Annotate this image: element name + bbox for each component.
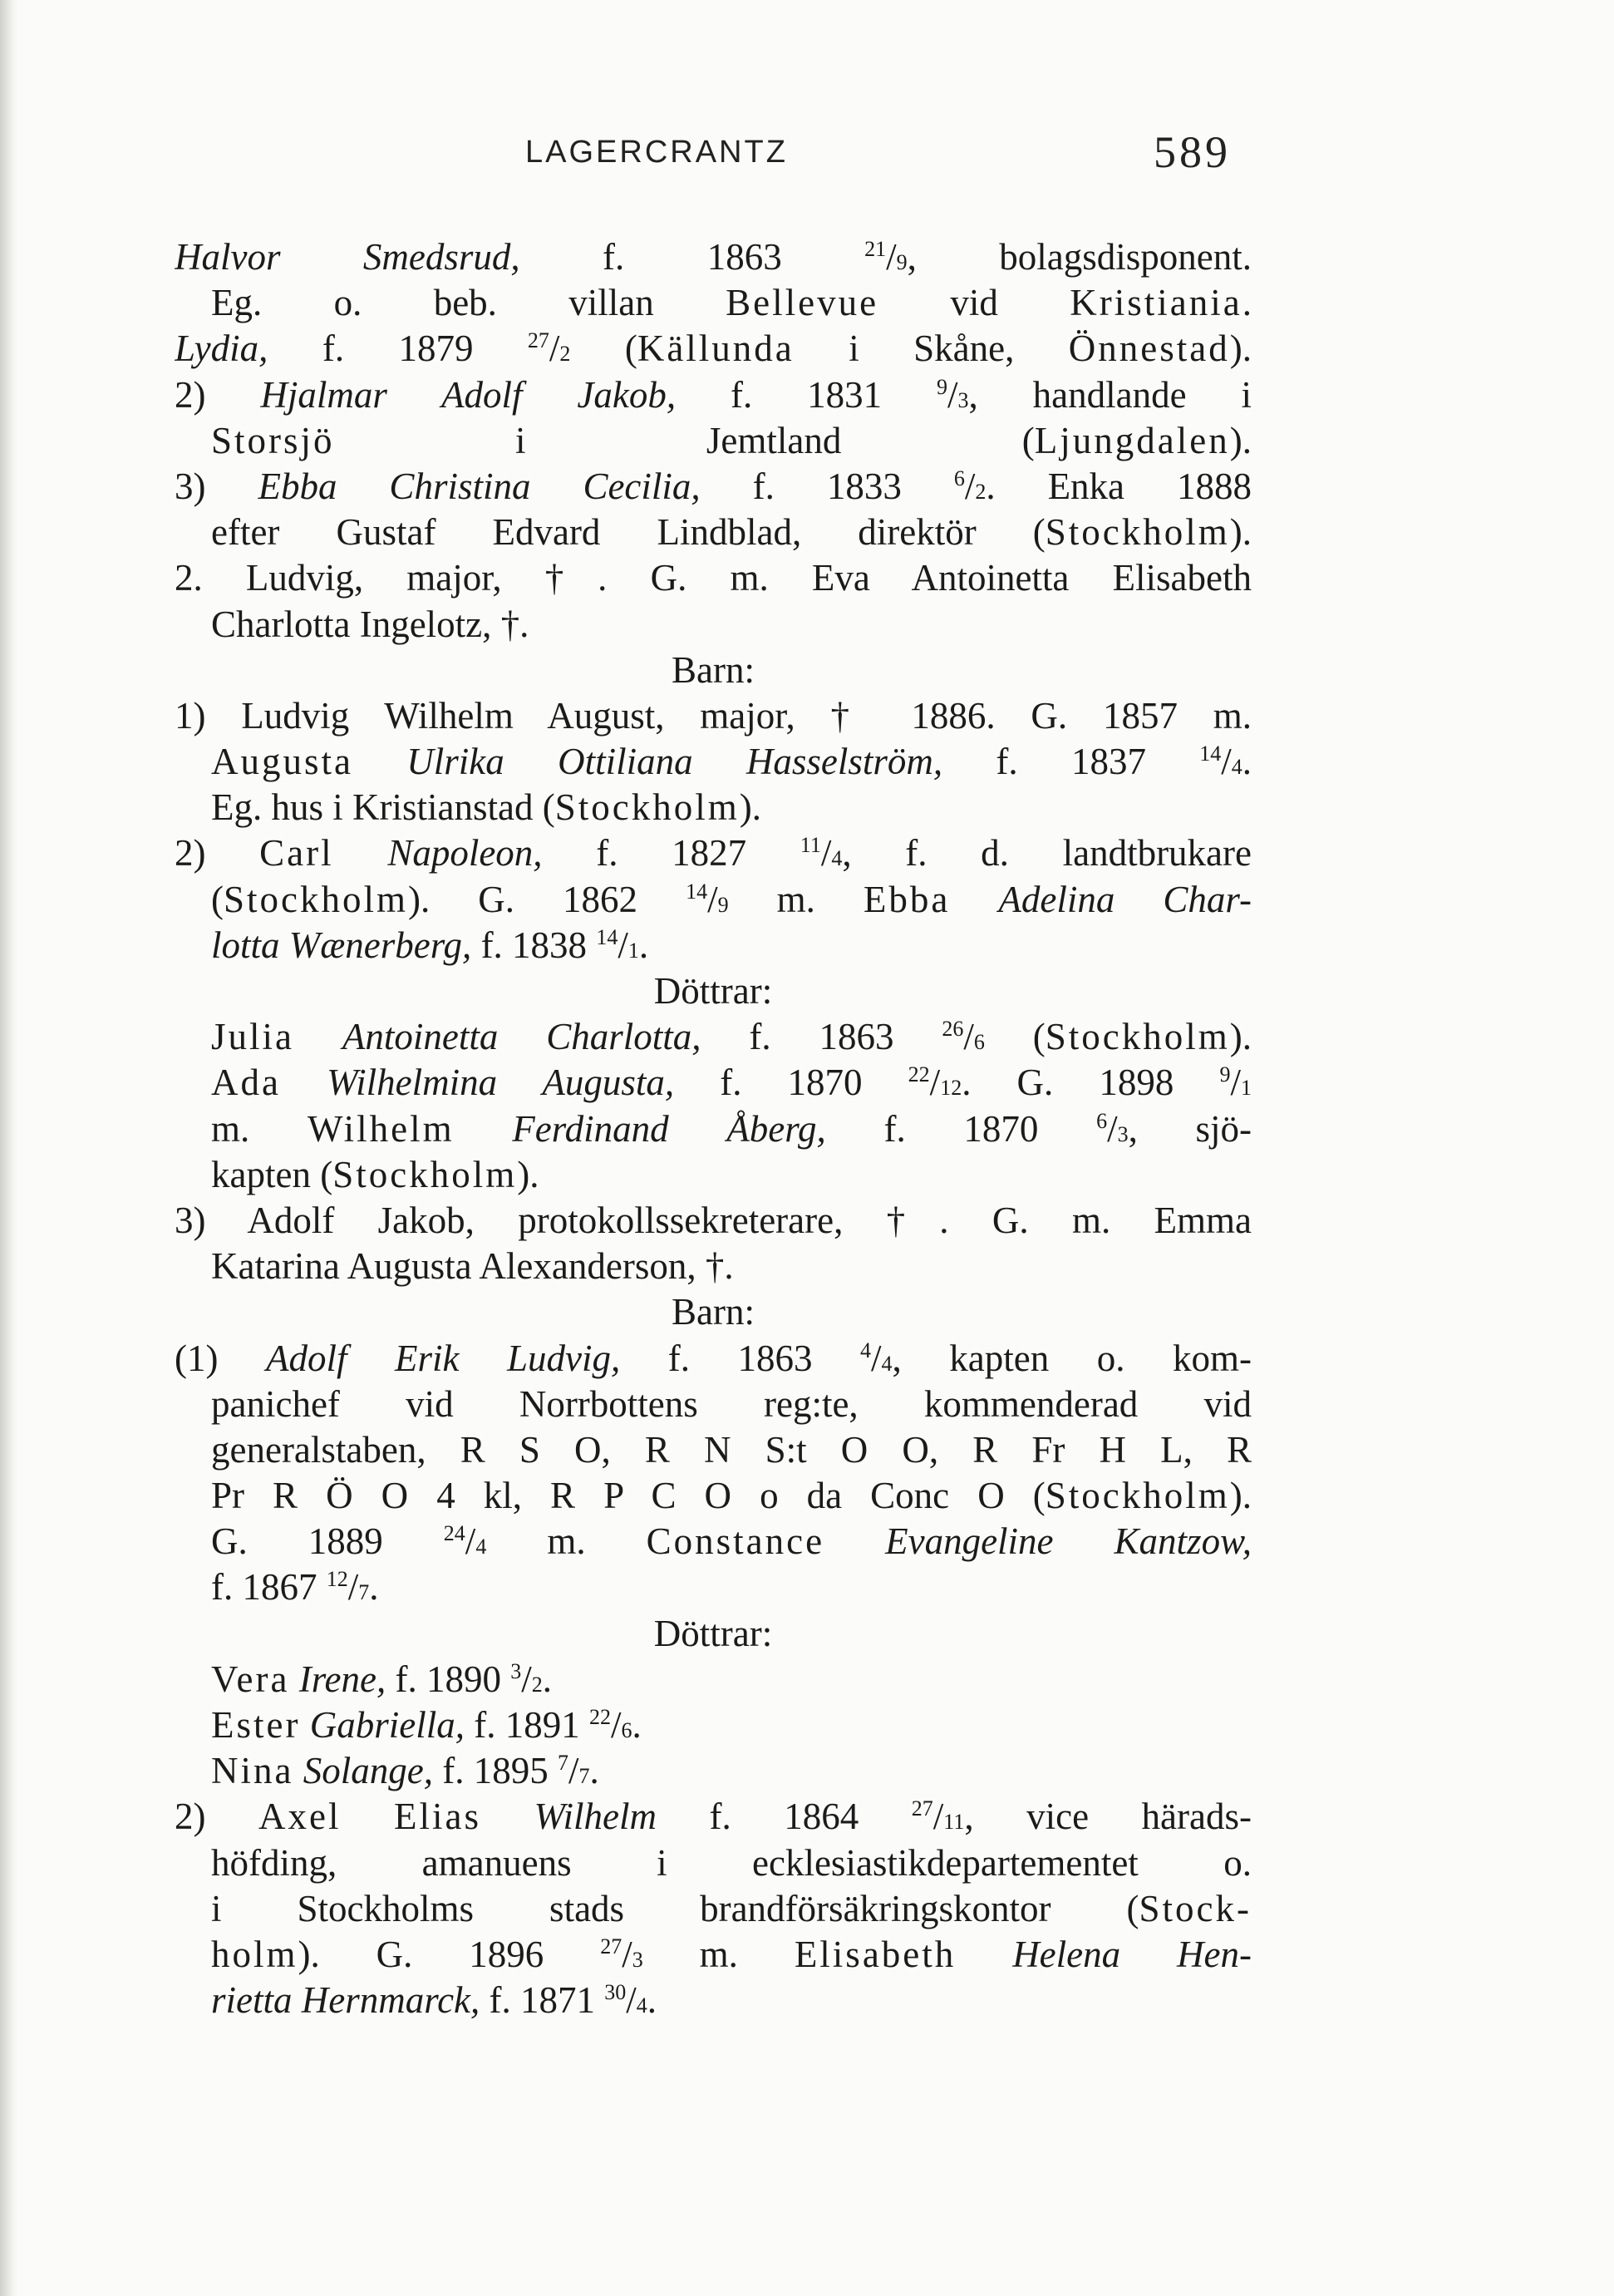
date-month: 9 [896, 250, 908, 274]
italic-name: Ebba Christina Cecilia, [258, 465, 701, 507]
text-run: , handlande i [968, 373, 1252, 416]
spaced-name: Kristiania [1070, 282, 1242, 324]
text-line [175, 1657, 1252, 1702]
spaced-name: Bellevue [726, 282, 879, 324]
text-run: . Enka 1888 [986, 465, 1252, 507]
text-run: ). [739, 786, 761, 829]
date-month: 2 [975, 479, 987, 504]
text-line [175, 602, 1252, 648]
text-line [175, 1427, 1252, 1473]
spaced-name: Axel [258, 1796, 342, 1838]
text-line [175, 877, 1252, 923]
date-superscript: 27 [527, 328, 549, 353]
text-line [175, 1473, 1252, 1519]
text-run: 3) [175, 465, 258, 507]
text-run [956, 1934, 1012, 1975]
text-run: f. 1863 [519, 236, 865, 278]
date-superscript: 7 [557, 1751, 568, 1776]
text-run: / [964, 465, 976, 507]
text-run: , f. d. landtbrukare [842, 832, 1252, 875]
text-run: m. [728, 878, 864, 920]
text-line [175, 1060, 1252, 1106]
date-superscript: 26 [942, 1017, 964, 1042]
text-run: kapten ( [211, 1153, 333, 1195]
italic-name: Ferdinand Åberg, [512, 1107, 826, 1150]
text-run: . [1242, 282, 1252, 324]
spaced-name: Önnestad [1068, 328, 1230, 370]
date-superscript: 24 [443, 1521, 465, 1546]
text-run [824, 1520, 885, 1562]
text-line [175, 1014, 1252, 1060]
date-superscript: 6 [953, 466, 965, 490]
spaced-name: Constance [646, 1520, 825, 1563]
text-run [294, 1016, 342, 1057]
text-run: ( [570, 328, 637, 370]
running-head [0, 126, 1614, 185]
text-run: f. 1833 [700, 465, 954, 507]
text-run: f. 1864 [656, 1796, 912, 1838]
text-run: ). G. 1862 [408, 878, 686, 920]
spaced-name: Nina [211, 1750, 294, 1792]
italic-name: Antoinetta Charlotta, [342, 1016, 701, 1058]
text-run: f. 1895 [432, 1750, 558, 1792]
text-line [175, 1336, 1252, 1382]
page-edge-shadow [0, 0, 18, 2296]
text-run: / [622, 1933, 632, 1975]
text-line [175, 1840, 1252, 1886]
text-run: i Skåne, [794, 328, 1069, 370]
text-line [175, 464, 1252, 510]
text-line [175, 1198, 1252, 1244]
text-run: Charlotta Ingelotz, †. [211, 603, 529, 645]
text-run: ( [211, 878, 224, 920]
date-month: 4 [475, 1535, 487, 1559]
date-month: 4 [831, 846, 843, 871]
italic-name: Halvor [175, 236, 281, 278]
date-month: 3 [957, 387, 969, 412]
genealogy-text-block [175, 234, 1252, 2023]
spaced-name: Stockholm [332, 1153, 518, 1195]
text-run: . [647, 1979, 657, 2022]
date-month: 4 [1231, 755, 1242, 780]
text-line [175, 1564, 1252, 1610]
text-run: . [632, 1704, 642, 1746]
date-month: 3 [1117, 1121, 1129, 1146]
text-run: / [1221, 741, 1232, 783]
date-month: 4 [636, 1993, 647, 2018]
date-month: 2 [559, 342, 571, 367]
text-run: f. 1863 [620, 1337, 860, 1379]
running-head-title: LAGERCRANTZ [525, 135, 788, 170]
italic-name: Helena Hen- [1012, 1933, 1252, 1975]
text-line [175, 418, 1252, 464]
text-run: / [549, 328, 560, 370]
text-run: / [521, 1658, 532, 1700]
text-run: . G. 1898 [962, 1062, 1220, 1104]
text-run [353, 741, 406, 782]
text-run: i Stockholms stads brandförsäkringskontor ( [211, 1887, 1139, 1929]
text-run: / [947, 373, 958, 416]
text-run: / [963, 1016, 974, 1058]
date-superscript: 11 [800, 833, 821, 858]
text-run: i Jemtland ( [334, 419, 1035, 461]
italic-name: Evangeline Kantzow, [885, 1520, 1252, 1563]
italic-name: Smedsrud, [362, 236, 520, 278]
date-superscript: 21 [864, 237, 887, 261]
italic-name: Wilhelm [534, 1796, 657, 1838]
text-run: / [1107, 1107, 1118, 1150]
spaced-name: Stockholm [1045, 1016, 1230, 1058]
text-run: f. 1838 [471, 924, 597, 966]
text-run: ( [984, 1016, 1046, 1058]
text-run: 1) Ludvig Wilhelm August, major, † 1886. G. 1857 m. [175, 694, 1252, 737]
date-superscript: 22 [908, 1062, 930, 1087]
text-run: m. [486, 1520, 647, 1563]
text-run: f. 1827 [542, 832, 800, 875]
text-run: Eg. hus i Kristianstad ( [211, 786, 555, 829]
text-run: , vice härads- [964, 1796, 1252, 1838]
text-run: (1) [175, 1337, 266, 1379]
text-run: f. 1891 [464, 1704, 589, 1746]
date-month: 7 [578, 1764, 590, 1789]
text-run: ). [1229, 328, 1252, 370]
italic-name: Solange, [303, 1750, 433, 1792]
text-run [289, 1658, 298, 1700]
date-superscript: 30 [604, 1980, 627, 2005]
text-line [175, 648, 1252, 693]
text-run: f. 1890 [386, 1658, 511, 1700]
spaced-name: holm [211, 1933, 298, 1975]
text-run: Barn: [672, 1291, 755, 1333]
text-run [281, 236, 363, 278]
text-line [175, 968, 1252, 1014]
text-line [175, 326, 1252, 372]
text-run: / [465, 1520, 476, 1563]
text-line [175, 1152, 1252, 1198]
spaced-name: Augusta [211, 741, 353, 783]
text-line [175, 1886, 1252, 1932]
text-run: . [369, 1566, 379, 1609]
date-superscript: 14 [1199, 742, 1222, 766]
text-run: / [932, 1796, 944, 1838]
text-line [175, 1382, 1252, 1427]
date-month: 6 [621, 1718, 632, 1742]
text-run: generalstaben, R S O, R N S:t O O, R Fr H L, R [211, 1428, 1252, 1471]
spaced-name: Storsjö [211, 419, 335, 461]
text-run: / [618, 924, 628, 966]
italic-name: Napoleon, [387, 832, 543, 875]
text-line [175, 372, 1252, 418]
spaced-name: Carl [259, 832, 334, 875]
date-superscript: 9 [937, 374, 947, 399]
text-run: Döttrar: [653, 1612, 773, 1654]
text-line [175, 1289, 1252, 1335]
text-run: ). G. 1896 [298, 1933, 601, 1975]
date-month: 12 [940, 1076, 962, 1101]
text-line [175, 693, 1252, 739]
italic-name: lotta Wænerberg, [211, 924, 472, 966]
date-superscript: 27 [600, 1934, 622, 1958]
text-run: f. 1863 [701, 1016, 942, 1058]
text-run: 3) Adolf Jakob, protokollssekreterare, †. G. m. Emma [175, 1199, 1252, 1241]
text-line [175, 555, 1252, 601]
text-line [175, 739, 1252, 785]
text-line [175, 1702, 1252, 1748]
text-run: Barn: [672, 648, 755, 691]
text-run: f. 1837 [942, 741, 1200, 783]
spaced-name: Elias [394, 1796, 481, 1838]
date-month: 1 [627, 938, 639, 963]
text-line [175, 1978, 1252, 2023]
text-run: / [626, 1979, 637, 2022]
text-run: , bolagsdisponent. [907, 236, 1252, 278]
text-run: efter Gustaf Edvard Lindblad, direktör ( [211, 511, 1046, 554]
text-run: ). [1229, 1016, 1252, 1058]
spaced-name: Wilhelm [307, 1107, 455, 1150]
text-run: 2) [175, 832, 260, 875]
text-line [175, 785, 1252, 830]
date-month: 3 [632, 1947, 643, 1972]
text-run [481, 1796, 534, 1837]
spaced-name: Stockholm [224, 878, 409, 920]
text-line [175, 1748, 1252, 1794]
text-run: Döttrar: [653, 970, 773, 1012]
text-run: / [1230, 1062, 1241, 1104]
spaced-name: Elisabeth [794, 1933, 957, 1975]
text-run: f. 1867 [211, 1566, 327, 1609]
spaced-name: Stockholm [1045, 1475, 1230, 1517]
spaced-name: Stockholm [554, 786, 740, 829]
text-run: f. 1870 [674, 1062, 908, 1104]
spaced-name: Stockholm [1045, 511, 1230, 554]
text-run: 2) [175, 1796, 258, 1838]
text-line [175, 1519, 1252, 1564]
text-run: f. 1831 [676, 373, 937, 416]
spaced-name: Julia [211, 1016, 294, 1058]
text-run: G. 1889 [211, 1520, 444, 1563]
date-month: 4 [881, 1351, 893, 1376]
text-run: f. 1870 [825, 1107, 1097, 1150]
text-run: ). [1229, 419, 1252, 461]
date-superscript: 12 [326, 1567, 348, 1592]
text-line [175, 1106, 1252, 1152]
date-month: 6 [973, 1030, 985, 1055]
text-run: ). [1229, 511, 1252, 554]
text-run: 2. Ludvig, major, †. G. m. Eva Antoinetta Elisabeth [175, 557, 1252, 599]
text-run: Pr R Ö O 4 kl, R P C O o da Conc O ( [211, 1475, 1046, 1517]
spaced-name: Ada [211, 1062, 281, 1104]
text-run: / [610, 1704, 622, 1746]
page-number: 589 [1154, 127, 1231, 177]
date-superscript: 4 [860, 1338, 871, 1362]
date-superscript: 27 [911, 1796, 933, 1821]
date-month: 1 [1241, 1076, 1252, 1101]
text-line [175, 1932, 1252, 1978]
text-run [455, 1108, 513, 1150]
spaced-name: Ester [211, 1704, 301, 1746]
text-run [334, 832, 388, 874]
spaced-name: Ljungdalen [1034, 419, 1230, 461]
text-run: / [886, 236, 897, 278]
text-run: m. [642, 1933, 795, 1975]
date-month: 11 [943, 1810, 965, 1835]
date-superscript: 14 [686, 879, 708, 904]
date-month: 7 [358, 1580, 370, 1605]
italic-name: Lydia, [175, 328, 268, 370]
text-line [175, 1611, 1252, 1657]
date-superscript: 14 [596, 924, 618, 949]
text-run: / [347, 1566, 359, 1609]
date-month: 2 [531, 1672, 543, 1697]
text-run: ). [1229, 1475, 1252, 1517]
text-line [175, 1794, 1252, 1840]
spaced-name: Källunda [637, 328, 795, 370]
text-run: höfding, amanuens i ecklesiastikdepartementet o. [211, 1841, 1252, 1884]
text-run [341, 1796, 394, 1837]
text-run: Eg. o. beb. villan [211, 282, 726, 324]
text-run: / [820, 832, 832, 875]
text-run: . [589, 1750, 599, 1792]
italic-name: Wilhelmina Augusta, [327, 1062, 675, 1104]
text-run: / [929, 1062, 941, 1104]
text-line [175, 830, 1252, 876]
text-line [175, 510, 1252, 555]
text-run: . [1242, 741, 1252, 783]
text-run: vid [878, 282, 1070, 324]
text-line [175, 280, 1252, 326]
italic-name: Adelina Char- [998, 878, 1252, 920]
text-run: / [707, 878, 718, 920]
text-run: ). [517, 1153, 539, 1195]
text-line [175, 923, 1252, 968]
text-run: / [568, 1750, 579, 1792]
text-line [175, 1244, 1252, 1289]
date-superscript: 3 [510, 1658, 522, 1683]
text-run [293, 1750, 303, 1791]
text-run: , sjö- [1128, 1107, 1252, 1150]
italic-name: Adolf Erik Ludvig, [265, 1337, 621, 1379]
italic-name: Hjalmar Adolf Jakob, [260, 373, 677, 416]
date-superscript: 6 [1096, 1108, 1108, 1133]
text-run: 2) [175, 373, 261, 416]
italic-name: rietta Hernmarck, [211, 1979, 480, 2022]
text-run: m. [211, 1107, 308, 1150]
text-run: Katarina Augusta Alexanderson, †. [211, 1245, 734, 1288]
text-run [300, 1704, 309, 1746]
italic-name: Ulrika Ottiliana Hasselström, [406, 741, 943, 783]
text-run: , kapten o. kom- [892, 1337, 1252, 1379]
text-run: f. 1879 [268, 328, 528, 370]
text-run: . [542, 1658, 552, 1700]
text-run: . [638, 924, 649, 966]
text-run: / [871, 1337, 882, 1379]
date-superscript: 9 [1219, 1062, 1231, 1087]
text-run [950, 879, 998, 920]
italic-name: Gabriella, [309, 1704, 465, 1746]
date-month: 9 [717, 892, 729, 917]
text-line [175, 234, 1252, 280]
text-run [281, 1062, 327, 1103]
spaced-name: Stock- [1139, 1887, 1252, 1929]
date-superscript: 22 [588, 1705, 611, 1729]
spaced-name: Vera [211, 1658, 290, 1700]
italic-name: Irene, [298, 1658, 386, 1700]
text-run: panichef vid Norrbottens reg:te, kommenderad vid [211, 1382, 1252, 1425]
text-run: f. 1871 [480, 1979, 605, 2022]
spaced-name: Ebba [863, 878, 951, 920]
